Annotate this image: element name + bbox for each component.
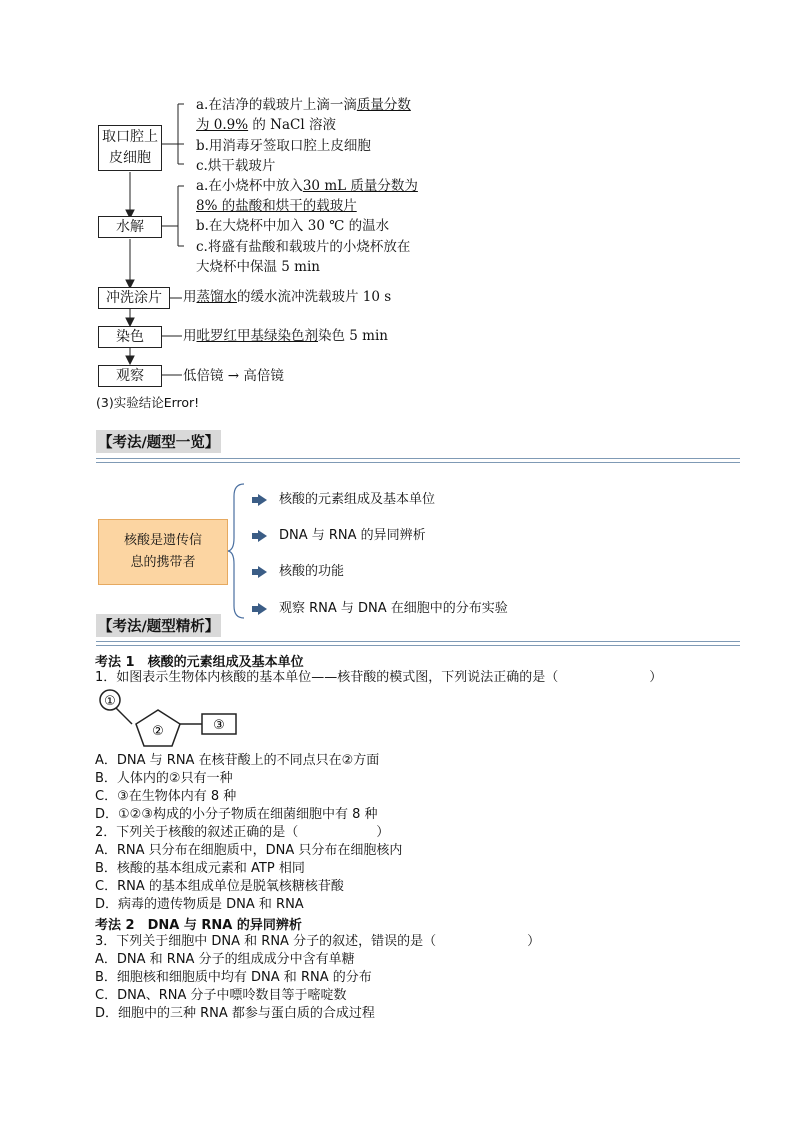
arrow-right-icon [258, 566, 267, 578]
underlined-text: 为 0.9% [196, 117, 249, 133]
question-2-stem: 2．下列关于核酸的叙述正确的是（ ） [95, 825, 390, 840]
underlined-text: 蒸馏水 [196, 289, 237, 305]
step-box-rinse: 冲洗涂片 [98, 287, 170, 309]
divider [96, 462, 740, 463]
divider [96, 641, 740, 642]
arrow-right-icon [258, 530, 267, 542]
divider [96, 645, 740, 646]
step2-substep-a-line2 [196, 196, 357, 216]
arrow-right-icon [258, 603, 267, 615]
item-label: 核酸的功能 [279, 564, 345, 579]
text: a.在洁净的载玻片上滴一滴 [196, 97, 357, 113]
mindmap-brace [226, 482, 246, 620]
text: 高倍镜 [243, 368, 284, 384]
section-header-overview: 【考法/题型一览】 [96, 430, 221, 453]
q1-option-b: B．人体内的②只有一种 [95, 771, 233, 786]
step2-substep-c-line2: 大烧杯中保温 5 min [196, 259, 320, 275]
step1-substep-c: c.烘干载玻片 [196, 158, 276, 174]
underlined-text: 吡罗红甲基绿染色剂 [196, 328, 318, 344]
section-title-1: 考法 1 核酸的元素组成及基本单位 [95, 655, 304, 670]
underlined-text: 质量分数 [356, 97, 411, 113]
mindmap-center-node [98, 519, 228, 585]
step3-text [183, 287, 391, 307]
label-1: ① [104, 694, 116, 709]
text: 的 NaCl 溶液 [248, 117, 336, 133]
nucleotide-diagram [96, 688, 256, 748]
mindmap-item-3 [258, 560, 344, 579]
step2-substep-c-line1: c.将盛有盐酸和载玻片的小烧杯放在 [196, 239, 411, 255]
q3-option-d: D．细胞中的三种 RNA 都参与蛋白质的合成过程 [95, 1006, 375, 1021]
step5-text [183, 366, 284, 386]
center-line2: 息的携带者 [130, 555, 196, 570]
question-3-stem: 3．下列关于细胞中 DNA 和 RNA 分子的叙述，错误的是（ ） [95, 934, 541, 949]
label-2: ② [152, 724, 164, 739]
item-label: 观察 RNA 与 DNA 在细胞中的分布实验 [279, 601, 508, 616]
mindmap-item-2 [258, 524, 426, 543]
q1-option-a: A．DNA 与 RNA 在核苷酸上的不同点只在②方面 [95, 753, 380, 768]
step-box-sample [98, 125, 162, 171]
arrow-icon: → [227, 368, 240, 384]
step-box-stain: 染色 [98, 326, 162, 348]
step-box-observe: 观察 [98, 365, 162, 387]
label-3: ③ [213, 718, 225, 733]
step2-substep-a-line1 [196, 176, 418, 196]
conclusion-line: (3)实验结论Error! [96, 395, 200, 410]
underlined-text: 8% 的盐酸和烘干的载玻片 [196, 198, 357, 214]
step4-text [183, 326, 388, 346]
q1-option-c: C．③在生物体内有 8 种 [95, 789, 237, 804]
q3-option-c: C．DNA、RNA 分子中嘌呤数目等于嘧啶数 [95, 988, 347, 1003]
step-label-line2: 皮细胞 [109, 150, 151, 166]
step-label-line1: 取口腔上 [102, 129, 158, 145]
step1-substep-a-line1 [196, 95, 411, 115]
q2-option-d: D．病毒的遗传物质是 DNA 和 RNA [95, 897, 304, 912]
step-box-hydrolysis: 水解 [98, 216, 162, 238]
text: 低倍镜 [183, 368, 224, 384]
mindmap-item-4 [258, 597, 508, 616]
arrow-right-icon [258, 494, 267, 506]
text: 用 [183, 328, 197, 344]
divider [96, 458, 740, 459]
q3-option-b: B．细胞核和细胞质中均有 DNA 和 RNA 的分布 [95, 970, 372, 985]
text: 染色 5 min [318, 328, 388, 344]
step1-substep-b: b.用消毒牙签取口腔上皮细胞 [196, 138, 371, 154]
text: 用 [183, 289, 197, 305]
section-header-analysis: 【考法/题型精析】 [96, 614, 221, 637]
section-title-2: 考法 2 DNA 与 RNA 的异同辨析 [95, 918, 302, 933]
mindmap-item-1 [258, 488, 435, 507]
q1-option-d: D．①②③构成的小分子物质在细菌细胞中有 8 种 [95, 807, 378, 822]
step2-substep-b: b.在大烧杯中加入 30 ℃ 的温水 [196, 218, 390, 234]
q2-option-a: A．RNA 只分布在细胞质中，DNA 只分布在细胞核内 [95, 843, 403, 858]
q2-option-b: B．核酸的基本组成元素和 ATP 相同 [95, 861, 305, 876]
center-line1: 核酸是遗传信 [123, 533, 202, 548]
q3-option-a: A．DNA 和 RNA 分子的组成成分中含有单糖 [95, 952, 355, 967]
item-label: DNA 与 RNA 的异同辨析 [279, 528, 426, 543]
underlined-text: 30 mL 质量分数为 [302, 178, 418, 194]
item-label: 核酸的元素组成及基本单位 [279, 492, 436, 507]
step1-substep-a-line2 [196, 115, 336, 135]
text: 的缓水流冲洗载玻片 10 s [237, 289, 392, 305]
text: a.在小烧杯中放入 [196, 178, 303, 194]
q2-option-c: C．RNA 的基本组成单位是脱氧核糖核苷酸 [95, 879, 344, 894]
question-1-stem: 1．如图表示生物体内核酸的基本单位——核苷酸的模式图，下列说法正确的是（ ） [95, 670, 663, 685]
